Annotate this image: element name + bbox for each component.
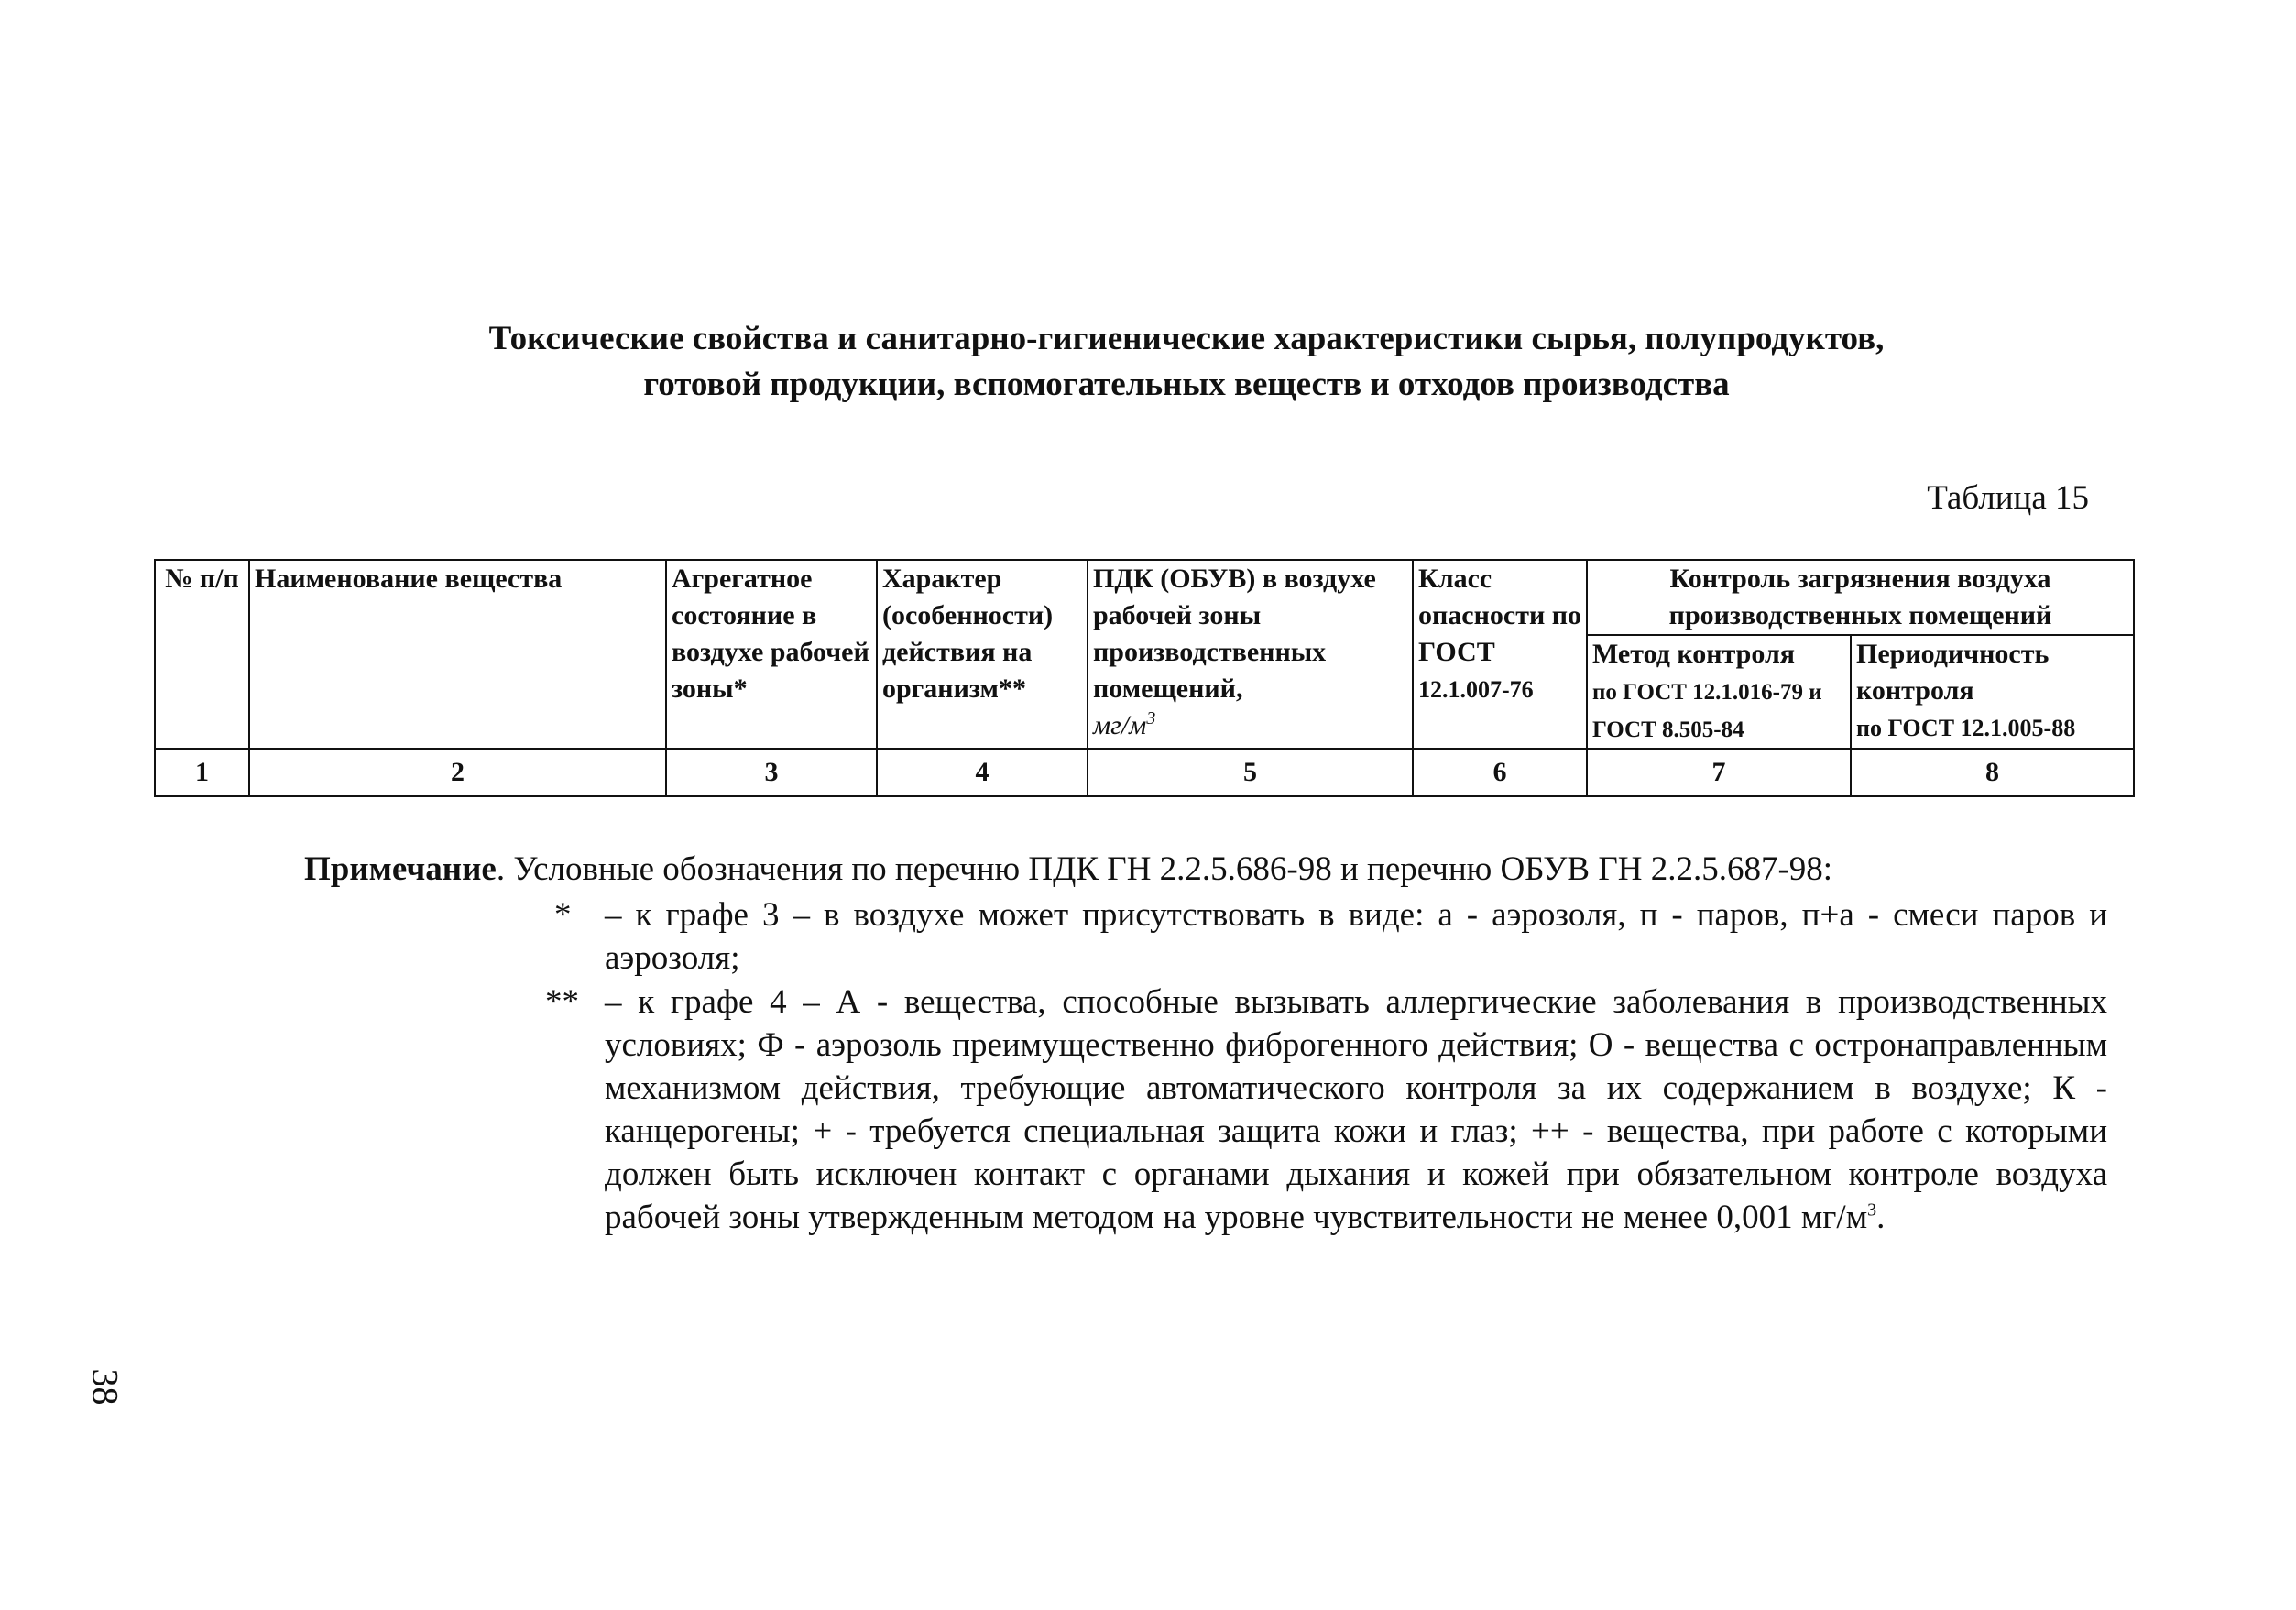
column-number-2: 2	[249, 749, 666, 796]
column-number-7: 7	[1587, 749, 1851, 796]
header-pdk-text: ПДК (ОБУВ) в воздухе рабочей зоны производственных помещений,	[1093, 564, 1376, 704]
header-control-periodicity-text: Периодичность контроля	[1856, 639, 2050, 706]
header-hazard-class	[1413, 560, 1587, 749]
note-item-2	[545, 980, 2107, 1239]
header-control-method	[1587, 635, 1851, 749]
column-number-4: 4	[877, 749, 1088, 796]
header-control-periodicity-std: по ГОСТ 12.1.005-88	[1856, 715, 2076, 741]
header-hazard-class-text: Класс опасности по ГОСТ	[1418, 564, 1582, 667]
note-item-2-superscript: 3	[1867, 1199, 1877, 1221]
note-item-1	[554, 893, 2107, 980]
header-number: № п/п	[155, 560, 249, 749]
header-control-periodicity	[1851, 635, 2134, 749]
title-line-1: Токсические свойства и санитарно-гигиенические характеристики сырья, полупродуктов,	[488, 320, 1885, 357]
note-item-1-text: – к графе 3 – в воздухе может присутствовать в виде: а - аэрозоля, п - паров, п+а - смеси паров и аэрозоля;	[605, 896, 2107, 977]
header-action-character: Характер (особенности) действия на организм**	[877, 560, 1088, 749]
header-control-method-std: по ГОСТ 12.1.016-79 и ГОСТ 8.505-84	[1592, 680, 1822, 742]
header-aggregate-state: Агрегатное состояние в воздухе рабочей зоны*	[666, 560, 877, 749]
note-item-2-text: – к графе 4 – А - вещества, способные вызывать аллергические заболевания в производственных условиях; Ф - аэрозоль преимущественно фиброгенного действия; О - вещества с остронаправленным механизмом действия, требующие автоматического контроля за их содержанием в воздухе; К - канцерогены; + - требуется специальная защита кожи и глаз; ++ - вещества, при работе с которыми должен быть исключен контакт с органами дыхания и кожей при обязательном контроле воздуха рабочей зоны утвержденным методом на уровне чувствительности не менее 0,001 мг/м	[605, 983, 2107, 1236]
title-line-2: готовой продукции, вспомогательных веществ и отходов производства	[643, 366, 1730, 403]
page-number: 38	[84, 1368, 126, 1406]
note-heading	[304, 848, 2127, 892]
toxicity-table	[154, 559, 2135, 797]
column-number-8: 8	[1851, 749, 2134, 796]
header-substance-name: Наименование вещества	[249, 560, 666, 749]
table-header-row-1	[155, 560, 2134, 635]
header-hazard-class-std: 12.1.007-76	[1418, 676, 1534, 703]
column-number-row	[155, 749, 2134, 796]
column-number-6: 6	[1413, 749, 1587, 796]
note-item-2-end: .	[1876, 1199, 1886, 1236]
note-item-1-mark: *	[554, 896, 572, 934]
column-number-5: 5	[1088, 749, 1413, 796]
note-label: Примечание	[304, 850, 497, 888]
header-air-control-group: Контроль загрязнения воздуха производственных помещений	[1587, 560, 2134, 635]
header-pdk-unit: $мг/м^3$	[1093, 708, 1156, 740]
note-item-2-mark: **	[545, 983, 579, 1021]
column-number-3: 3	[666, 749, 877, 796]
column-number-1: 1	[155, 749, 249, 796]
note-intro: . Условные обозначения по перечню ПДК ГН 2.2.5.686-98 и перечню ОБУВ ГН 2.2.5.687-98:	[496, 850, 1833, 888]
header-pdk	[1088, 560, 1413, 749]
table-label: Таблица 15	[1927, 479, 2089, 517]
header-control-method-text: Метод контроля	[1592, 639, 1796, 669]
page-title	[275, 316, 2098, 408]
